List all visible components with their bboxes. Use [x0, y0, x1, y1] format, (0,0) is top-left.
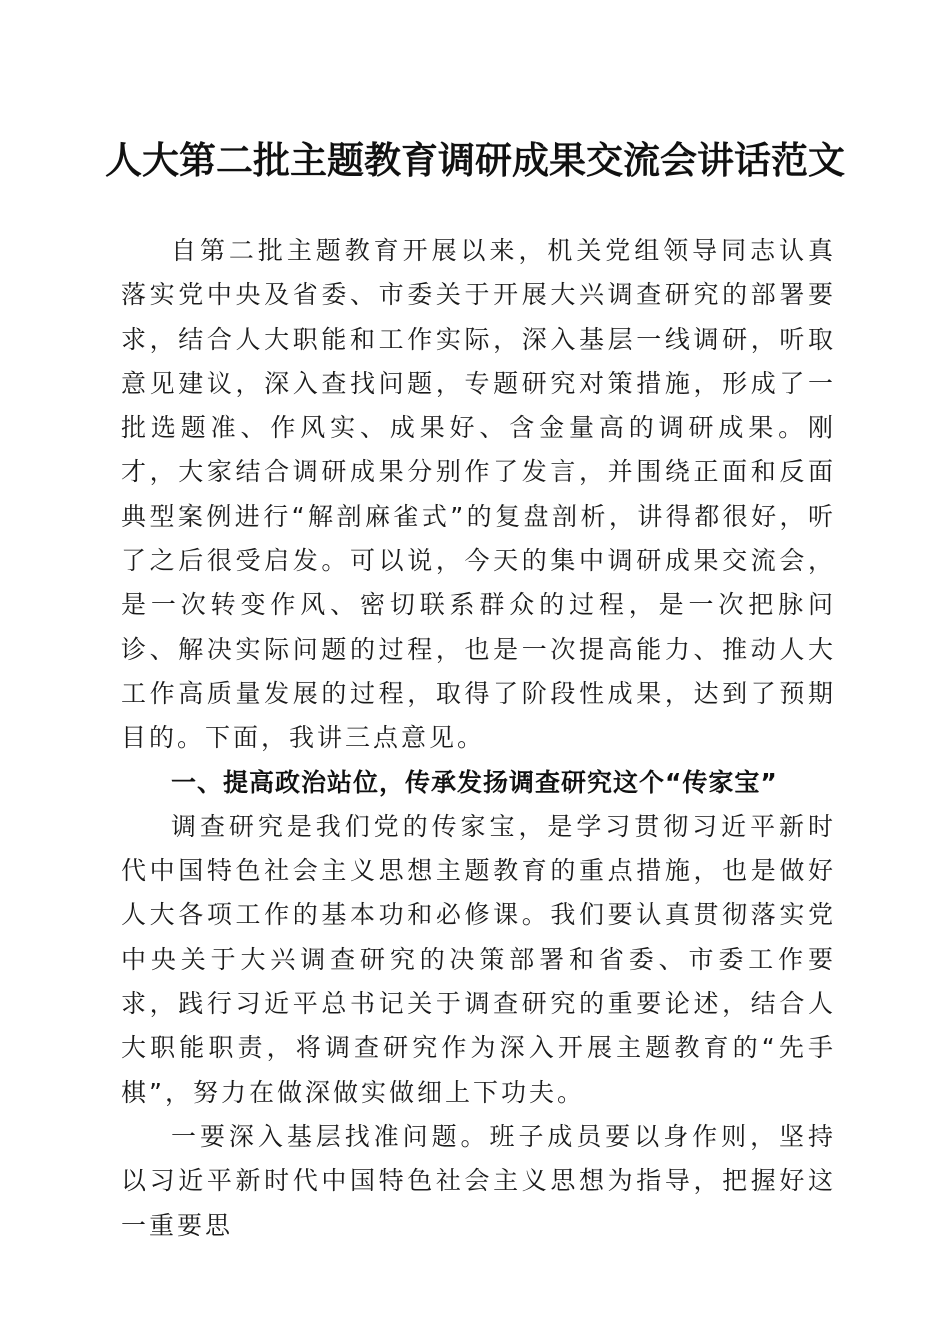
section-heading-1: 一、提高政治站位，传承发扬调查研究这个“传家宝” [171, 767, 778, 797]
document-body [121, 229, 836, 1248]
paragraph-intro: 自第二批主题教育开展以来，机关党组领导同志认真落实党中央及省委、市委关于开展大兴调查研究的部署要求，结合人大职能和工作实际，深入基层一线调研，听取意见建议，深入查找问题，专题研究对策措施，形成了一批选题准、作风实、成果好、含金量高的调研成果。刚才，大家结合调研成果分别作了发言，并围绕正面和反面典型案例进行“解剖麻雀式”的复盘剖析，讲得都很好，听了之后很受启发。可以说，今天的集中调研成果交流会，是一次转变作风、密切联系群众的过程，是一次把脉问诊、解决实际问题的过程，也是一次提高能力、推动人大工作高质量发展的过程，取得了阶段性成果，达到了预期目的。下面，我讲三点意见。 [121, 236, 836, 753]
document-title: 人大第二批主题教育调研成果交流会讲话范文 [105, 138, 845, 182]
paragraph-point-1: 一要深入基层找准问题。班子成员要以身作则，坚持以习近平新时代中国特色社会主义思想为指导，把握好这一重要思 [121, 1121, 836, 1240]
paragraph-section-1: 调查研究是我们党的传家宝，是学习贯彻习近平新时代中国特色社会主义思想主题教育的重点措施，也是做好人大各项工作的基本功和必修课。我们要认真贯彻落实党中央关于大兴调查研究的决策部署和省委、市委工作要求，践行习近平总书记关于调查研究的重要论述，结合人大职能职责，将调查研究作为深入开展主题教育的“先手棋”，努力在做深做实做细上下功夫。 [121, 811, 836, 1107]
